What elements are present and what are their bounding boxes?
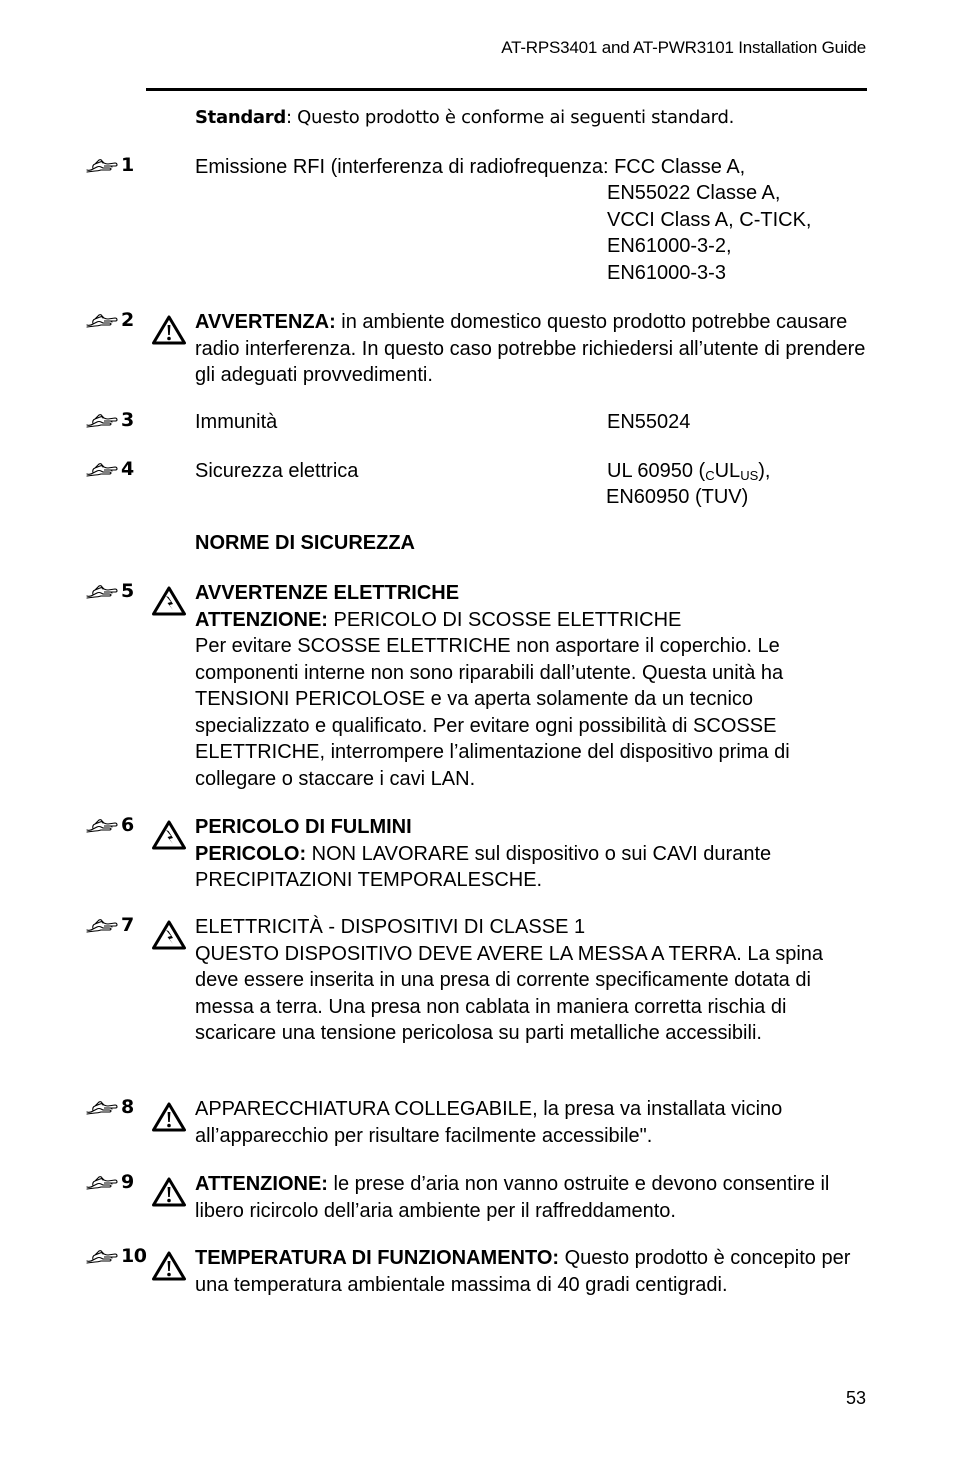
running-header: AT-RPS3401 and AT-PWR3101 Installation Guide (501, 38, 866, 57)
item-text: Emissione RFI (interferenza di radiofrequenza: FCC Classe A, (195, 156, 746, 178)
item-body: NON LAVORARE sul dispositivo o sui CAVI durante PRECIPITAZIONI TEMPORALESCHE. (195, 842, 772, 891)
item-number: 1 (121, 154, 134, 176)
item-number: 5 (121, 580, 134, 602)
standard-value: EN61000-3-3 (607, 262, 726, 284)
item-number: 4 (121, 458, 134, 480)
header-rule (146, 88, 867, 91)
standard-intro (195, 107, 734, 128)
standard-label: Standard (195, 107, 286, 128)
warning-triangle-icon (152, 315, 186, 345)
standard-value: EN60950 (TUV) (606, 486, 749, 508)
warning-triangle-icon (152, 1251, 186, 1281)
pointing-hand-icon (86, 818, 118, 834)
warning-triangle-icon (152, 1102, 186, 1132)
warning-triangle-icon (152, 1177, 186, 1207)
ul-text: UL 60950 ( (607, 460, 706, 482)
item-number: 8 (121, 1096, 134, 1118)
item-bold-label: TEMPERATURA DI FUNZIONAMENTO: (195, 1247, 560, 1269)
item-number: 9 (121, 1171, 134, 1193)
item-number: 10 (121, 1245, 147, 1267)
pointing-hand-icon (86, 462, 118, 478)
standard-value: EN55024 (607, 411, 691, 433)
pointing-hand-icon (86, 918, 118, 934)
item-text (195, 814, 867, 894)
item-text (195, 580, 867, 792)
standard-value: VCCI Class A, C-TICK, (607, 209, 812, 231)
pointing-hand-icon (86, 584, 118, 600)
item-subtitle: PERICOLO DI SCOSSE ELETTRICHE (327, 608, 682, 631)
electric-shock-warning-icon (152, 820, 186, 850)
item-body: QUESTO DISPOSITIVO DEVE AVERE LA MESSA A TERRA. La spina deve essere inserita in una presa di corrente specificamente dotata di messa a terra. Una presa non cablata in maniera corretta rischia di scaricare una tensione pericolosa su parti metalliche accessibili. (195, 942, 824, 1044)
item-body: Questo prodotto è concepito per una temperatura ambientale massima di 40 gradi centigradi. (195, 1247, 851, 1296)
item-body: Per evitare SCOSSE ELETTRICHE non asportare il coperchio. Le componenti interne non sono riparabili dall’utente. Questa unità ha TENSIONI PERICOLOSE e va aperta solamente da un tecnico specializzato e qualificato. Per evitare ogni possibilità di SCOSSE ELETTRICHE, interrompere l’alimentazione del dispositivo prima di collegare o staccare i cavi LAN. (195, 635, 790, 790)
standard-value: EN55022 Classe A, (607, 182, 781, 204)
safety-heading: NORME DI SICUREZZA (195, 532, 415, 554)
item-number: 6 (121, 814, 134, 836)
pointing-hand-icon (86, 313, 118, 329)
standard-value: EN61000-3-2, (607, 235, 732, 257)
item-body: le prese d’aria non vanno ostruite e devono consentire il libero ricircolo dell’aria ambiente per il raffreddamento. (195, 1173, 830, 1222)
standard-text: : Questo prodotto è conforme ai seguenti standard. (285, 107, 735, 128)
pointing-hand-icon (86, 413, 118, 429)
ul-text: UL (714, 460, 741, 482)
item-bold-title: AVVERTENZE ELETTRICHE (195, 582, 460, 604)
pointing-hand-icon (86, 158, 118, 174)
item-bold-label: AVVERTENZA: (195, 311, 336, 333)
item-text: Immunità (195, 411, 278, 433)
item-bold-label: ATTENZIONE: (195, 1173, 328, 1195)
ul-text: ), (758, 460, 771, 482)
item-text (195, 309, 867, 389)
item-title: ELETTRICITÀ - DISPOSITIVI DI CLASSE 1 (195, 916, 586, 938)
electric-shock-warning-icon (152, 586, 186, 616)
item-number: 7 (121, 914, 134, 936)
item-text (195, 914, 867, 1047)
pointing-hand-icon (86, 1100, 118, 1116)
item-number: 3 (121, 409, 134, 431)
item-text (195, 1171, 867, 1224)
pointing-hand-icon (86, 1175, 118, 1191)
ul-subscript-us: US (740, 468, 759, 483)
item-text (195, 1245, 867, 1298)
item-text: Sicurezza elettrica (195, 460, 359, 482)
item-bold-label: ATTENZIONE: (195, 608, 328, 631)
item-bold-title: PERICOLO DI FULMINI (195, 816, 412, 838)
item-number: 2 (121, 309, 134, 331)
page-number: 53 (845, 1388, 866, 1408)
pointing-hand-icon (86, 1249, 118, 1265)
ul-subscript-c: C (705, 468, 715, 483)
electric-shock-warning-icon (152, 920, 186, 950)
item-body: in ambiente domestico questo prodotto potrebbe causare radio interferenza. In questo caso potrebbe richiedersi all’utente di prendere gli adeguati provvedimenti. (195, 311, 866, 386)
item-bold-label: PERICOLO: (195, 842, 307, 865)
item-text: APPARECCHIATURA COLLEGABILE, la presa va installata vicino all’apparecchio per risultare facilmente accessibile". (195, 1098, 783, 1147)
